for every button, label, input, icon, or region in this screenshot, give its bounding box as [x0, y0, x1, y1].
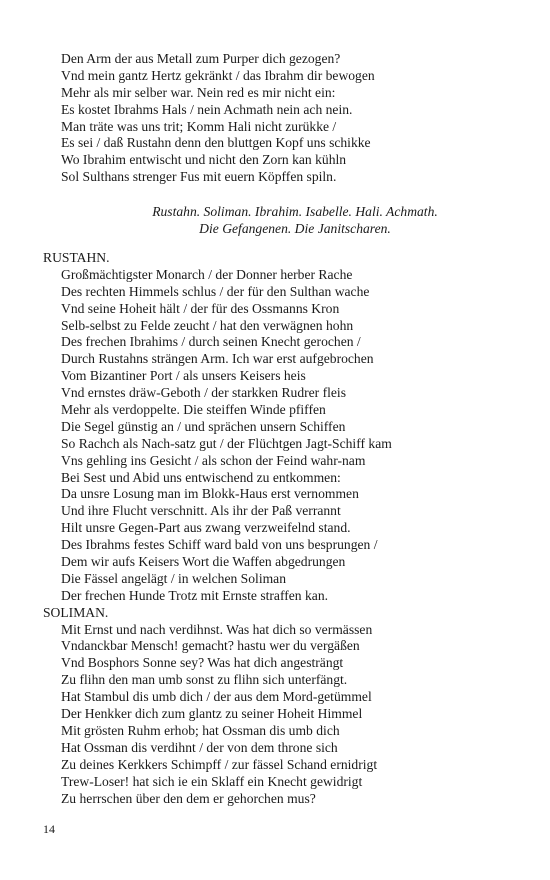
- verse-line: Vnd ernstes dräw-Geboth / der starkken Rudrer fleis: [61, 385, 347, 401]
- verse-line: Vnd seine Hoheit hält / der für des Ossmanns Kron: [61, 300, 340, 316]
- verse-line: Wo Ibrahim entwischt und nicht den Zorn kan kühln: [61, 152, 347, 168]
- verse-line: Hilt unsre Gegen-Part aus zwang verzweifelnd stand.: [61, 520, 351, 536]
- verse-line: Es sei / daß Rustahn denn den bluttgen Kopf uns schikke: [61, 135, 371, 151]
- verse-line: Des frechen Ibrahims / durch seinen Knecht gerochen /: [61, 334, 361, 350]
- verse-line: So Rachch als Nach-satz gut / der Flüchtgen Jagt-Schiff kam: [61, 435, 392, 451]
- opening-verse: [0, 51, 550, 186]
- verse-line: Man träte was uns trit; Komm Hali nicht zurükke /: [61, 118, 337, 134]
- verse-line: Zu flihn den man umb sonst zu flihn sich unterfängt.: [61, 672, 348, 688]
- verse-line: Dem wir aufs Keisers Wort die Waffen abgedrungen: [61, 554, 346, 570]
- verse-line: Der frechen Hunde Trotz mit Ernste straffen kan.: [61, 587, 329, 603]
- verse-line: Vom Bizantiner Port / als unsers Keisers heis: [61, 368, 306, 384]
- verse-line: Hat Ossman dis verdihnt / der von dem throne sich: [61, 739, 338, 755]
- verse-line: Mehr als mir selber war. Nein red es mir nicht ein:: [61, 84, 336, 100]
- verse-line: Mit Ernst und nach verdihnst. Was hat dich so vermässen: [61, 621, 373, 637]
- verse-line: Zu deines Kerkkers Schimpff / zur fässel Schand ernidrigt: [61, 756, 378, 772]
- stage-direction-line: Rustahn. Soliman. Ibrahim. Isabelle. Hali. Achmath.: [152, 204, 438, 219]
- verse-line: Vnd mein gantz Hertz gekränkt / das Ibrahm dir bewogen: [61, 67, 375, 83]
- verse-line: Bei Sest und Abid uns entwischend zu entkommen:: [61, 469, 341, 485]
- verse-line: Vnd Bosphors Sonne sey? Was hat dich angesträngt: [61, 655, 344, 671]
- verse-line: Vns gehling ins Gesicht / als schon der Feind wahr-nam: [61, 452, 366, 468]
- verse-line: Vndanckbar Mensch! gemacht? hastu wer du vergäßen: [61, 638, 360, 654]
- verse-line: Des Ibrahms festes Schiff ward bald von uns besprungen /: [61, 537, 378, 553]
- verse-line: Der Henkker dich zum glantz zu seiner Hoheit Himmel: [61, 706, 363, 722]
- verse-line: Hat Stambul dis umb dich / der aus dem Mord-getümmel: [61, 689, 372, 705]
- stage-direction: [0, 204, 550, 238]
- speaker-name: SOLIMAN.: [43, 604, 109, 620]
- verse-line: Die Segel günstig an / und sprächen unsern Schiffen: [61, 418, 346, 434]
- verse-line: Mehr als verdoppelte. Die steiffen Winde pfiffen: [61, 402, 326, 418]
- verse-line: Den Arm der aus Metall zum Purper dich gezogen?: [61, 51, 341, 66]
- verse-line: Zu herrschen über den dem er gehorchen mus?: [61, 790, 316, 806]
- stage-direction-line: Die Gefangenen. Die Janitscharen.: [199, 220, 391, 236]
- verse-line: Trew-Loser! hat sich ie ein Sklaff ein Knecht gewidrigt: [61, 773, 363, 789]
- verse-line: Großmächtigster Monarch / der Donner herber Rache: [61, 266, 353, 282]
- verse-line: Mit grösten Ruhm erhob; hat Ossman dis umb dich: [61, 722, 340, 738]
- verse-line: Es kostet Ibrahms Hals / nein Achmath nein ach nein.: [61, 101, 353, 117]
- page-number: 14: [43, 822, 55, 836]
- verse-line: Des rechten Himmels schlus / der für den Sulthan wache: [61, 283, 370, 299]
- verse-line: Durch Rustahns strängen Arm. Ich war erst aufgebrochen: [61, 351, 374, 367]
- speech-rustahn: [0, 250, 550, 807]
- speaker-name: RUSTAHN.: [43, 250, 110, 265]
- verse-line: Die Fässel angelägt / in welchen Soliman: [61, 570, 287, 586]
- verse-line: Selb-selbst zu Felde zeucht / hat den verwägnen hohn: [61, 317, 354, 333]
- verse-line: Sol Sulthans strenger Fus mit euern Köpffen spiln.: [61, 169, 337, 185]
- verse-line: Da unsre Losung man im Blokk-Haus erst vernommen: [61, 486, 359, 502]
- verse-line: Und ihre Flucht verschnitt. Als ihr der Paß verrannt: [61, 503, 341, 519]
